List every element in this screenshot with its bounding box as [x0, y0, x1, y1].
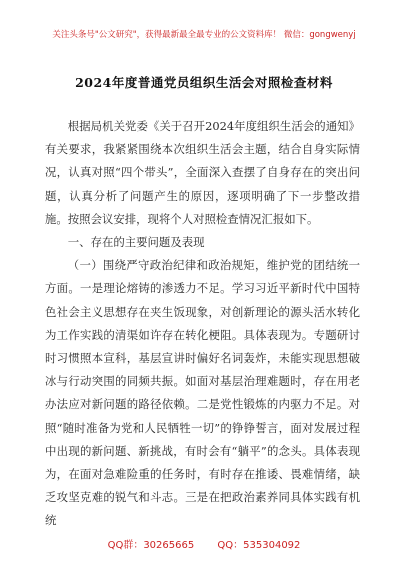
header-banner: 关注头条号"公文研究"，获得最新最全最专业的公文资料库！ 微信：gongwenyj — [52, 30, 356, 40]
footer-qq: QQ：535304092 — [217, 540, 301, 551]
document-body — [45, 115, 360, 533]
paragraph-section-1: （一）围绕严守政治纪律和政治规矩，维护党的团结统一方面。一是理论熔铸的渗透力不足。学习习近平新时代中国特色社会主义思想存在夹生饭现象，对创新理论的源头活水转化为工作实践的清渠如许存在转化梗阻。具体表现为。专题研讨时习惯照本宣科，基层宣讲时偏好名词轰炸，未能实现思想破冰与行动突围的同频共振。如面对基层治理难题时，存在用老办法应对新问题的路径依赖。二是党性锻炼的内驱力不足。对照“随时准备为党和人民牺牲一切”的铮铮誓言，面对发展过程中出现的新问题、新挑战，有时会有“躺平”的念头。具体表现为，在面对急难险重的任务时，有时存在推诿、畏难情绪，缺乏攻坚克难的锐气和斗志。三是在把政治素养同具体实践有机统 — [45, 258, 360, 528]
footer-contact — [0, 536, 408, 551]
section-heading: 一、存在的主要问题及表现 — [67, 235, 205, 250]
paragraph-intro: 根据局机关党委《关于召开2024年度组织生活会的通知》有关要求，我紧紧围绕本次组织生活会主题，结合自身实际情况，认真对照“四个带头”，全面深入查摆了自身存在的突出问题，认真分析了问题产生的原因，逐项明确了下一步整改措施。按照会议安排，现将个人对照检查情况汇报如下。 — [45, 119, 360, 226]
footer-qq-group: QQ群：30265665 — [107, 540, 195, 551]
document-title: 2024年度普通党员组织生活会对照检查材料 — [75, 75, 333, 90]
